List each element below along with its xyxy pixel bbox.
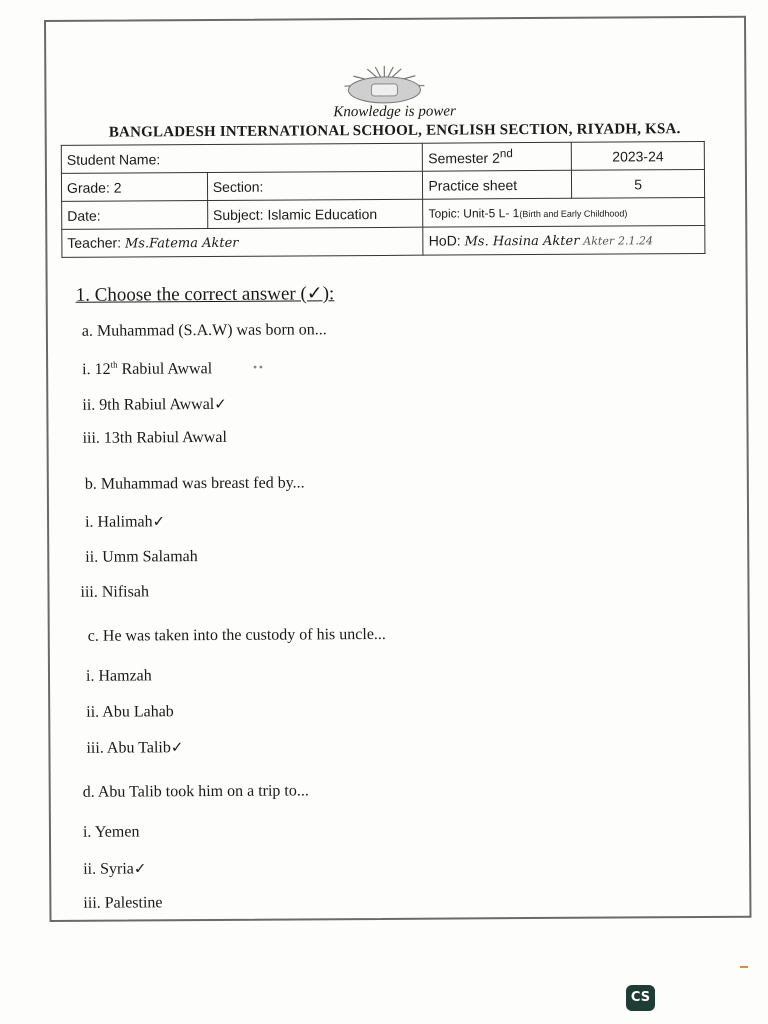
check-icon: ✓ [133,859,147,878]
option-b-iii[interactable]: iii. Nifisah [80,583,149,601]
hod-cell: HoD: Ms. Hasina Akter Akter 2.1.24 [423,225,705,255]
option-d-i[interactable]: i. Yemen [82,823,140,841]
semester-cell: Semester 2nd [423,142,572,171]
section-heading: 1. Choose the correct answer (✓): [75,283,335,306]
grade-cell: Grade: 2 [61,173,207,202]
student-name-cell[interactable]: Student Name: [61,143,423,173]
practice-sheet-cell: Practice sheet [423,170,572,199]
hod-name: Ms. Hasina Akter [464,233,580,250]
option-d-ii[interactable]: ii. Syria✓ [83,859,147,878]
stray-mark: •• [252,362,264,374]
student-info-table [61,141,706,258]
practice-number-cell: 5 [572,169,705,198]
school-name: BANGLADESH INTERNATIONAL SCHOOL, ENGLISH SECTION, RIYADH, KSA. [108,121,681,141]
question-d: d. Abu Talib took him on a trip to... [82,782,309,801]
section-cell[interactable]: Section: [207,171,423,200]
option-c-ii[interactable]: ii. Abu Lahab [86,703,174,721]
teacher-name: Ms.Fatema Akter [124,235,239,252]
topic-cell: Topic: Unit-5 L- 1(Birth and Early Childhood) [423,197,705,227]
topic-detail: (Birth and Early Childhood) [519,207,628,219]
check-icon: ✓ [170,738,184,757]
year-cell: 2023-24 [571,141,704,170]
hod-signature-date: 2.1.24 [617,234,654,248]
option-b-i[interactable]: i. Halimah✓ [85,512,166,531]
date-cell[interactable]: Date: [62,201,208,230]
check-icon: ✓ [152,512,166,531]
school-motto: Knowledge is power [333,103,456,121]
option-a-ii[interactable]: ii. 9th Rabiul Awwal✓ [82,394,227,414]
option-c-i[interactable]: i. Hamzah [85,667,152,685]
option-c-iii[interactable]: iii. Abu Talib✓ [86,738,184,757]
question-a: a. Muhammad (S.A.W) was born on... [81,321,327,340]
camscanner-badge: CS [626,985,655,1011]
practice-sheet [44,16,749,920]
option-a-iii[interactable]: iii. 13th Rabiul Awwal [82,428,227,447]
question-c: c. He was taken into the custody of his uncle... [87,625,386,645]
teacher-cell: Teacher: Ms.Fatema Akter [62,227,424,257]
hod-signature: Akter [583,234,615,248]
option-d-iii[interactable]: iii. Palestine [83,894,163,912]
subject-cell: Subject: Islamic Education [207,199,423,228]
check-icon: ✓ [214,394,227,413]
corner-mark [740,966,748,968]
question-b: b. Muhammad was breast fed by... [84,474,305,493]
option-a-i[interactable]: i. 12th Rabiul Awwal [82,359,213,379]
option-b-ii[interactable]: ii. Umm Salamah [85,548,198,566]
